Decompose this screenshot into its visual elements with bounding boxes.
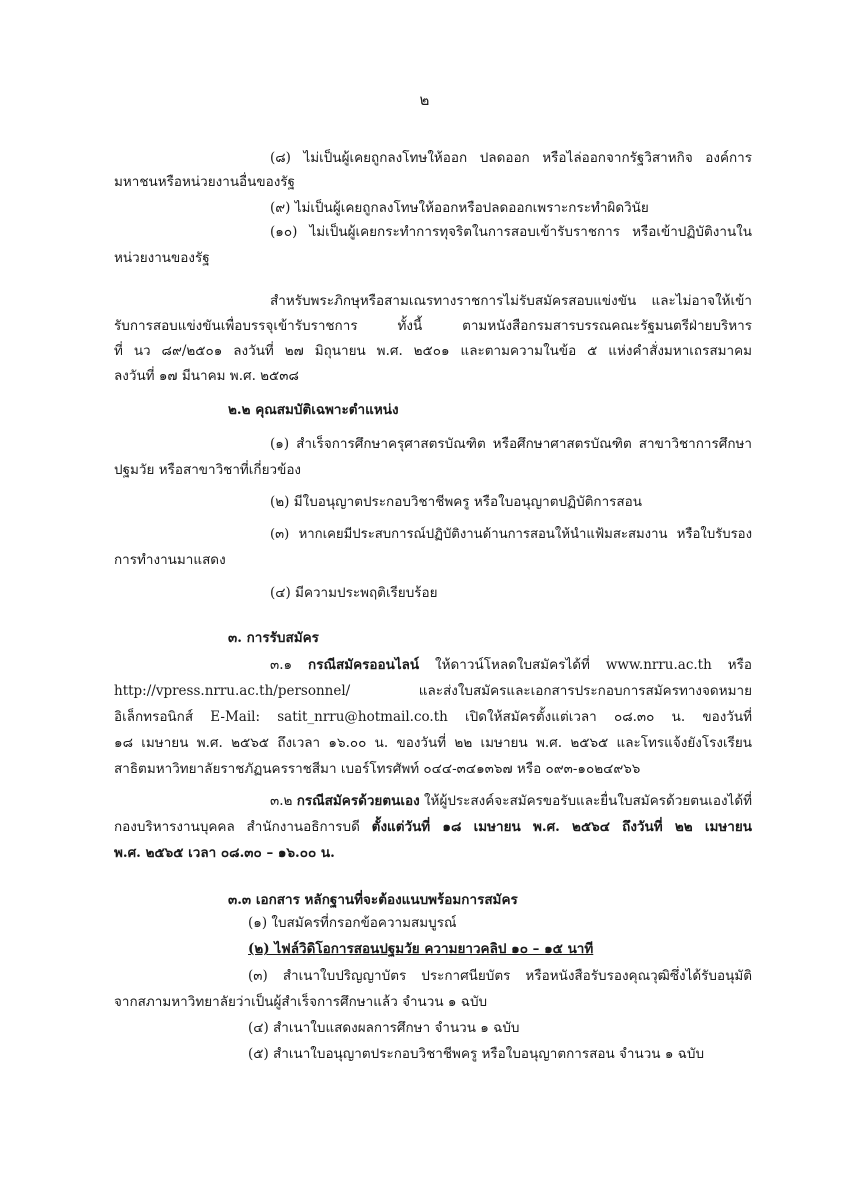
section-3-3-heading: ๓.๓ เอกสาร หลักฐานที่จะต้องแนบพร้อมการสมัคร (228, 892, 518, 908)
section-3-1-text: ให้ดาวน์โหลดใบสมัครได้ที่ www.nrru.ac.th หรือ (435, 657, 752, 673)
section-3-2-line-1 (270, 791, 752, 811)
qualification-item-8-line-1: (๘) ไม่เป็นผู้เคยถูกลงโทษให้ออก ปลดออก หรือไล่ออกจากรัฐวิสาหกิจ องค์การ (270, 150, 752, 166)
qualification-item-10-line-2: หน่วยงานของรัฐ (114, 250, 210, 266)
section-3-2-date-range: ตั้งแต่วันที่ ๑๘ เมษายน พ.ศ. ๒๕๖๔ ถึงวันที่ ๒๒ เมษายน (371, 819, 752, 835)
qualification-item-10-line-1: (๑๐) ไม่เป็นผู้เคยกระทำการทุจริตในการสอบเข้ารับราชการ หรือเข้าปฏิบัติงานใน (270, 224, 752, 240)
monk-note-line-4: ลงวันที่ ๑๗ มีนาคม พ.ศ. ๒๕๓๘ (114, 368, 299, 384)
section-3-1-title: กรณีสมัครออนไลน์ (308, 657, 420, 673)
document-item-5: (๕) สำเนาใบอนุญาตประกอบวิชาชีพครู หรือใบอนุญาตการสอน จำนวน ๑ ฉบับ (248, 1046, 705, 1062)
section-2-2-item-1-line-2: ปฐมวัย หรือสาขาวิชาที่เกี่ยวข้อง (114, 462, 302, 478)
section-2-2-heading: ๒.๒ คุณสมบัติเฉพาะตำแหน่ง (228, 402, 399, 418)
document-item-2: (๒) ไฟล์วิดิโอการสอนปฐมวัย ความยาวคลิป ๑๐ – ๑๕ นาที (248, 941, 594, 957)
section-3-2-title: กรณีสมัครด้วยตนเอง (296, 793, 420, 809)
section-3-2-text: ให้ผู้ประสงค์จะสมัครขอรับและยื่นใบสมัครด้วยตนเองได้ที่ (423, 793, 752, 809)
document-item-3-line-1: (๓) สำเนาใบปริญญาบัตร ประกาศนียบัตร หรือหนังสือรับรองคุณวุฒิซึ่งได้รับอนุมัติ (248, 968, 752, 984)
section-3-2-line-2 (114, 817, 752, 837)
document-item-1: (๑) ใบสมัครที่กรอกข้อความสมบูรณ์ (248, 915, 457, 931)
section-2-2-item-3-line-1: (๓) หากเคยมีประสบการณ์ปฏิบัติงานด้านการสอนให้นำแฟ้มสะสมงาน หรือใบรับรอง (270, 527, 752, 542)
section-3-1-line-2: http://vpress.nrru.ac.th/personnel/ และส่งใบสมัครและเอกสารประกอบการสมัครทางจดหมาย (114, 683, 752, 699)
qualification-item-8-line-2: มหาชนหรือหน่วยงานอื่นของรัฐ (114, 174, 296, 190)
section-3-1-line-5: สาธิตมหาวิทยาลัยราชภัฏนครราชสีมา เบอร์โทรศัพท์ ๐๔๔-๓๔๑๓๖๗ หรือ ๐๙๓-๑๐๒๔๙๖๖ (114, 761, 641, 777)
section-3-2-line-3: พ.ศ. ๒๕๖๕ เวลา ๐๘.๓๐ – ๑๖.๐๐ น. (114, 845, 335, 861)
section-3-2-label: ๓.๒ (270, 793, 293, 809)
document-item-3-line-2: จากสภามหาวิทยาลัยว่าเป็นผู้สำเร็จการศึกษาแล้ว จำนวน ๑ ฉบับ (114, 994, 488, 1010)
monk-note-line-1: สำหรับพระภิกษุหรือสามเณรทางราชการไม่รับสมัครสอบแข่งขัน และไม่อาจให้เข้า (270, 293, 752, 309)
section-3-1-label: ๓.๑ (270, 657, 293, 673)
section-2-2-item-1-line-1: (๑) สำเร็จการศึกษาครุศาสตรบัณฑิต หรือศึกษาศาสตรบัณฑิต สาขาวิชาการศึกษา (270, 436, 752, 452)
section-3-1-line-3: อิเล็กทรอนิกส์ E-Mail: satit_nrru@hotmail.co.th เปิดให้สมัครตั้งแต่เวลา ๐๘.๓๐ น. ของวันที่ (114, 709, 752, 725)
monk-note-line-3: ที่ นว ๘๙/๒๕๐๑ ลงวันที่ ๒๗ มิถุนายน พ.ศ. ๒๕๐๑ และตามความในข้อ ๕ แห่งคำสั่งมหาเถรสมาคม (114, 343, 752, 359)
section-2-2-item-3-line-2: การทำงานมาแสดง (114, 552, 226, 568)
qualification-item-9: (๙) ไม่เป็นผู้เคยถูกลงโทษให้ออกหรือปลดออกเพราะกระทำผิดวินัย (270, 200, 649, 216)
section-3-1-line-4: ๑๘ เมษายน พ.ศ. ๒๕๖๕ ถึงเวลา ๑๖.๐๐ น. ของวันที่ ๒๒ เมษายน พ.ศ. ๒๕๖๕ และโทรแจ้งยังโรงเรียน (114, 735, 752, 751)
section-2-2-item-4: (๔) มีความประพฤติเรียบร้อย (270, 585, 438, 601)
page-number: ๒ (419, 91, 430, 109)
monk-note-line-2: รับการสอบแข่งขันเพื่อบรรจุเข้ารับราชการ ทั้งนี้ ตามหนังสือกรมสารบรรณคณะรัฐมนตรีฝ่ายบริหาร (114, 318, 752, 334)
section-3-heading: ๓. การรับสมัคร (228, 630, 319, 646)
document-item-4: (๔) สำเนาใบแสดงผลการศึกษา จำนวน ๑ ฉบับ (248, 1020, 520, 1036)
section-3-1-line-1 (270, 655, 752, 675)
section-2-2-item-2: (๒) มีใบอนุญาตประกอบวิชาชีพครู หรือใบอนุญาตปฏิบัติการสอน (270, 494, 643, 510)
section-3-2-office: กองบริหารงานบุคคล สำนักงานอธิการบดี (114, 819, 360, 835)
